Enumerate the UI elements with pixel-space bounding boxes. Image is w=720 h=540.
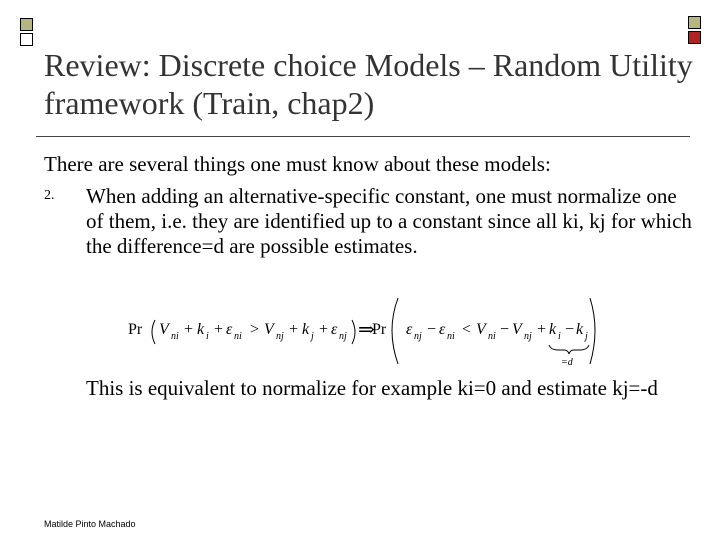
- svg-text:V: V: [264, 321, 274, 338]
- svg-text:ε: ε: [331, 321, 338, 338]
- formula-pr-right: Pr: [372, 321, 387, 338]
- list-item-number: 2.: [44, 188, 55, 203]
- svg-text:j: j: [585, 331, 588, 342]
- svg-text:V: V: [476, 321, 486, 338]
- svg-text:ni: ni: [488, 331, 496, 342]
- svg-text:+: +: [319, 321, 329, 338]
- decor-square-white-1: [20, 33, 33, 46]
- svg-text:nj: nj: [276, 331, 284, 342]
- svg-text:nj: nj: [339, 331, 347, 342]
- svg-text:V: V: [512, 321, 522, 338]
- svg-text:<: <: [462, 321, 472, 338]
- svg-text:ni: ni: [447, 331, 455, 342]
- list-item-text: When adding an alternative-specific constant, one must normalize one of them, i.e. they are identified up to a constant since all ki, kj for which the difference=d are possible estimates.: [86, 184, 692, 258]
- svg-text:ε: ε: [226, 321, 233, 338]
- formula-underbrace-label: =d: [561, 357, 573, 368]
- title-divider: [36, 136, 690, 137]
- svg-text:j: j: [311, 331, 314, 342]
- intro-text: There are several things one must know about these models:: [44, 152, 551, 176]
- svg-text:+: +: [214, 321, 224, 338]
- decor-square-olive-1: [20, 18, 33, 31]
- svg-text:ε: ε: [439, 321, 446, 338]
- svg-text:ni: ni: [171, 331, 179, 342]
- follow-text: This is equivalent to normalize for example ki=0 and estimate kj=-d: [86, 376, 658, 400]
- svg-text:+: +: [537, 321, 547, 338]
- svg-text:nj: nj: [524, 331, 532, 342]
- svg-text:k: k: [549, 321, 557, 338]
- decor-square-red: [688, 31, 701, 44]
- svg-text:−: −: [427, 321, 437, 338]
- svg-text:V: V: [159, 321, 169, 338]
- footer-author: Matilde Pinto Machado: [44, 519, 136, 529]
- svg-text:k: k: [576, 321, 584, 338]
- svg-text:nj: nj: [414, 331, 422, 342]
- formula-implies: ⇒: [358, 319, 375, 341]
- svg-text:ni: ni: [234, 331, 242, 342]
- svg-text:k: k: [302, 321, 310, 338]
- svg-text:−: −: [565, 321, 575, 338]
- svg-text:ε: ε: [406, 321, 413, 338]
- svg-text:−: −: [500, 321, 510, 338]
- svg-text:>: >: [250, 321, 260, 338]
- formula-equation: [128, 292, 598, 368]
- svg-text:i: i: [206, 331, 209, 342]
- svg-text:k: k: [197, 321, 205, 338]
- svg-text:+: +: [289, 321, 299, 338]
- formula-pr-left: Pr: [128, 321, 143, 338]
- slide-title: Review: Discrete choice Models – Random Utility framework (Train, chap2): [44, 47, 693, 121]
- svg-text:+: +: [184, 321, 194, 338]
- svg-text:i: i: [558, 331, 561, 342]
- decor-square-olive-2: [688, 16, 701, 29]
